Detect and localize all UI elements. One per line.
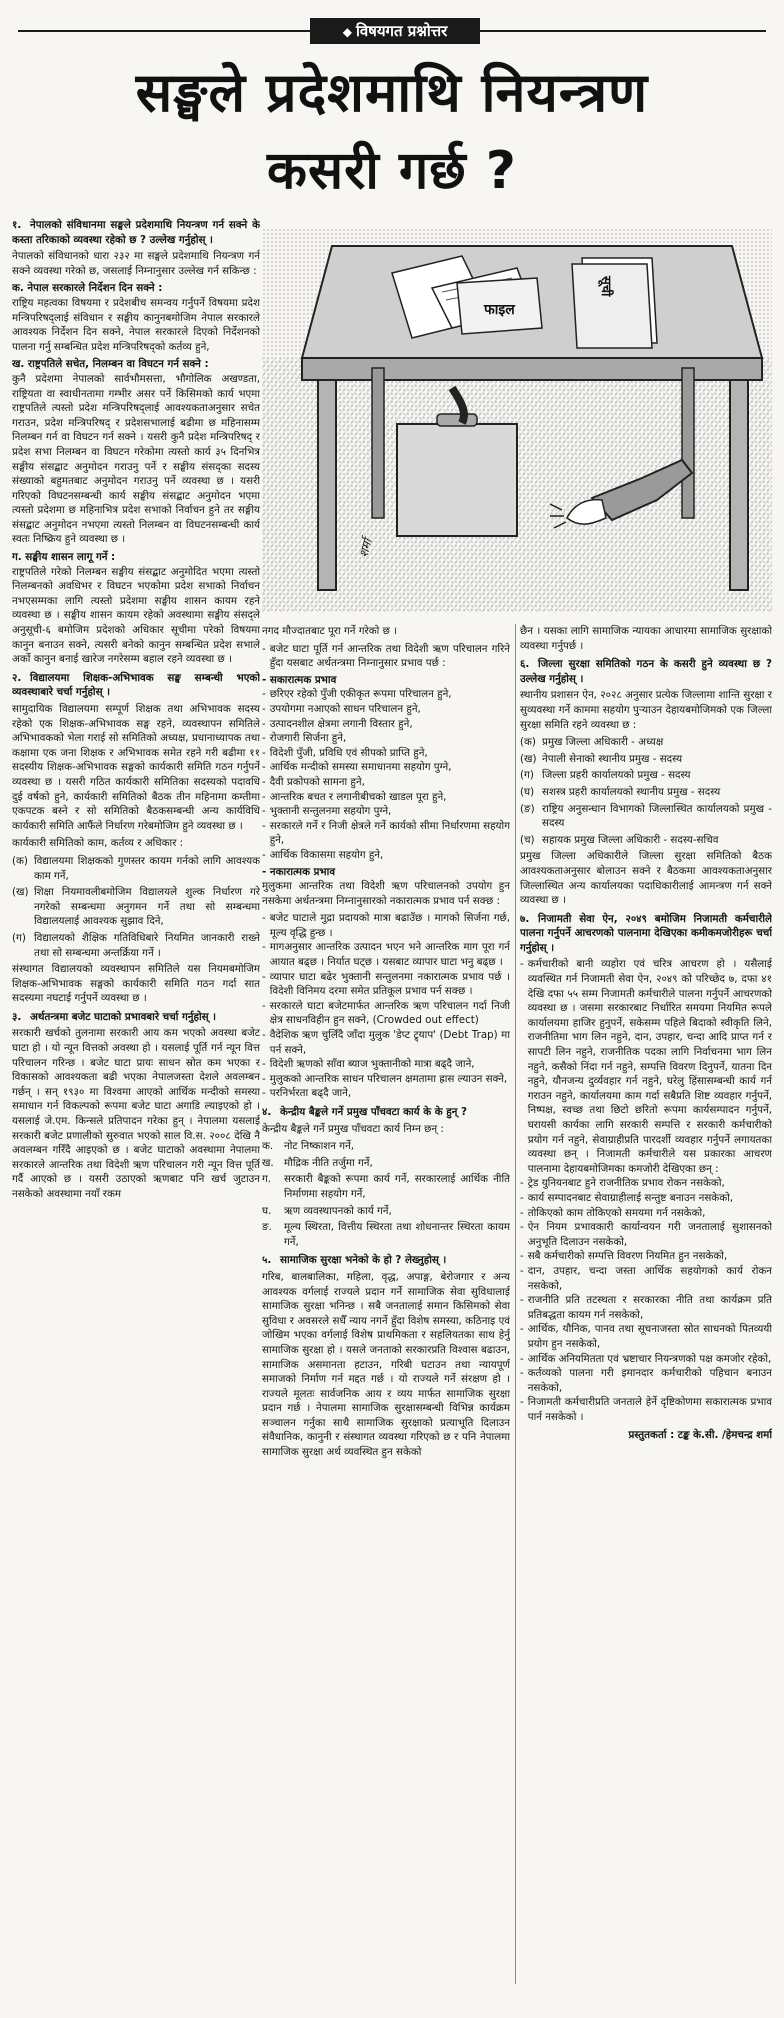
dash-text: - परनिर्भरता बढ्दै जाने, bbox=[269, 1087, 352, 1100]
question-text: अर्थतन्त्रमा बजेट घाटाको प्रभावबारे चर्चा गर्नुहोस् । bbox=[30, 1010, 217, 1023]
list-text: जिल्ला प्रहरी कार्यालयको प्रमुख - सदस्य bbox=[542, 769, 691, 782]
question-text: विद्यालयमा शिक्षक-अभिभावक सङ्घ सम्बन्धी भएको व्यवस्थाबारे चर्चा गर्नुहोस् । bbox=[12, 671, 260, 699]
dash-text: - बजेट घाटा पूर्ति गर्न आन्तरिक तथा विदेशी ऋण परिचालन गरिने हुँदा यसबाट अर्थतन्त्रमा निम्नानुसार प्रभाव पर्छ : bbox=[269, 642, 510, 670]
question-number: ५. bbox=[262, 1254, 272, 1267]
paragraph: छैन । यसका लागि सामाजिक न्यायका आधारमा सामाजिक सुरक्षाको व्यवस्था गर्नुपर्छ । bbox=[520, 625, 772, 652]
dash-item bbox=[520, 1176, 772, 1191]
subheading: क. नेपाल सरकारले निर्देशन दिन सक्ने : bbox=[12, 282, 163, 295]
dash-item bbox=[262, 819, 510, 848]
dash-text: - दैवी प्रकोपको सामना हुने, bbox=[269, 775, 365, 788]
file-label: फाइल bbox=[484, 302, 515, 318]
dash-text: - रोजगारी सिर्जना हुने, bbox=[269, 732, 347, 745]
list-item bbox=[262, 1220, 510, 1249]
list-marker: ङ. bbox=[262, 1221, 272, 1234]
list-marker: (क) bbox=[12, 854, 28, 867]
dash-item bbox=[520, 1322, 772, 1351]
question-text: निजामती सेवा ऐन, २०४९ बमोजिम निजामती कर्मचारीले पालना गर्नुपर्ने आचरणको पालनामा देखिएका कमीकमजोरीहरू चर्चा गर्नुहोस् । bbox=[520, 912, 772, 954]
section-kicker bbox=[310, 18, 480, 44]
list-label: सूची bbox=[598, 276, 613, 297]
section-kicker-label: विषयगत प्रश्नोत्तर bbox=[355, 22, 448, 40]
dash-item bbox=[262, 940, 510, 969]
dash-item bbox=[262, 775, 510, 790]
dash-item bbox=[262, 760, 510, 775]
dash-text: - राजनीति प्रति तटस्थता र सरकारका नीति तथा कार्यक्रम प्रति प्रतिबद्धता कायम गर्न नसकेको, bbox=[527, 1294, 772, 1321]
dash-text: - बजेट घाटाले मुद्रा प्रदायको मात्रा बढाउँछ । मागको सिर्जना गर्छ, मूल्य वृद्धि हुन्छ । bbox=[269, 912, 510, 939]
dash-item bbox=[262, 790, 510, 805]
dash-item bbox=[262, 1072, 510, 1087]
list-item bbox=[262, 1204, 510, 1219]
dash-text: - ट्रेड युनियनबाट हुने राजनीतिक प्रभाव रोकन नसकेको, bbox=[527, 1177, 725, 1190]
paragraph: गरिब, बालबालिका, महिला, वृद्ध, अपाङ्ग, बेरोजगार र अन्य आवश्यक वर्गलाई राज्यले प्रदान गर्ने सामाजिक सेवा सुविधालाई सामाजिक सुरक्षा भनिन्छ । सबै जनतालाई समान किसिमको सेवा सुविधा र अवसरले सधैँ न्याय नगर्ने हुँदा विशेष समस्या, कठिनाइ एवं जोखिम भएका वर्गलाई विशेष प्राथमिकता र सहलियतका साथ हेर्नु सामाजिक सुरक्षा हो । यसले जनताको सरकारप्रति विश्वास बढाउन, सामाजिक असमानता हटाउन, गरिबी घटाउन तथा न्यायपूर्ण समाजको निर्माण गर्न मद्दत गर्छ । यो राज्यले गर्ने संरक्षण हो । राज्यले मूलतः सार्वजनिक आय र व्यय मार्फत सामाजिक सुरक्षा प्रदान गर्छ । नेपालमा सामाजिक सुरक्षासम्बन्धी विभिन्न कार्यक्रम सञ्चालन गर्नुका साथै सामाजिक सुरक्षाको प्रत्याभूति दिलाउन संवैधानिक, कानुनी र संस्थागत व्यवस्था गरिएको छ र पनि नेपालमा सामाजिक सुरक्षा अर्थ व्यवस्थित हुन सकेको bbox=[262, 1270, 510, 1459]
dash-text: - कर्मचारीको बानी व्यहोरा एवं चरित्र आचरण हो । यसैलाई व्यवस्थित गर्न निजामती सेवा ऐन, २०४९ को परिच्छेद ७, दफा ४१ देखि दफा ५५ सम्म निजामती कर्मचारीले पालना गर्नुपर्ने आचरणको व्यवस्था छ । जसमा सरकारबाट निर्धारित समयमा नियमित रूपले कार्यालयमा हाजिर हुनुपर्ने, सकेसम्म पहिले बिदाको स्वीकृति लिने, राजनीतिमा भाग लिन नहुने, दान, उपहार, चन्दा आदि प्राप्त गर्न र सापटी लिन नहुने, राजनीतिक पदका लागि निर्वाचनमा भाग लिन नहुने, कसैको निंदा गर्न नहुने, सम्पत्ति विवरण दिनुपर्ने, यातना दिन नहुने, यौनजन्य दुर्व्यवहार गर्न नहुने, घरेलु हिंसासम्बन्धी कार्य गर्न गराउन नहुने, कार्यालयमा काम गर्दा सबैप्रति शिष्ट व्यवहार गर्नुपर्ने, निष्पक्ष, स्वच्छ तथा छिटो छरितो रूपमा कार्यसम्पादन गर्नुपर्ने, घरायसी कार्यका लागि सरकारी सम्पत्ति र सरकारी कर्मचारीको प्रयोग गर्न नहुने, सेवाग्राहीप्रति पारदर्शी व्यवहार गर्नुपर्ने लगायतका व्यवस्था छन् । निजामती कर्मचारीले यस प्रकारका आचरण पालनामा देहायबमोजिमका कमजोरी देखिएका छन् : bbox=[527, 958, 772, 1175]
dash-item bbox=[520, 957, 772, 1176]
dash-text: - आर्थिक, यौनिक, पानव तथा सूचनाजस्ता स्रोत साधनको पितव्ययी प्रयोग हुन नसकेको, bbox=[527, 1323, 772, 1350]
dash-item bbox=[520, 1352, 772, 1367]
list-item bbox=[520, 802, 772, 831]
column-3 bbox=[520, 624, 772, 1994]
paragraph: केन्द्रीय बैङ्कले गर्ने प्रमुख पाँचवटा कार्य निम्न छन् : bbox=[262, 1122, 444, 1135]
list-item bbox=[12, 931, 260, 960]
list-marker: क. bbox=[262, 1140, 274, 1153]
question-5 bbox=[262, 1253, 510, 1268]
dash-text: - विदेशी पुँजी, प्रविधि एवं सीपको प्राप्ति हुने, bbox=[269, 746, 428, 759]
dash-text: - आर्थिक अनियमितता एवं भ्रष्टाचार नियन्त्रणको पक्ष कमजोर रहेको, bbox=[527, 1352, 772, 1365]
list-item bbox=[262, 1172, 510, 1201]
dash-text: - सरकारले गर्ने र निजी क्षेत्रले गर्ने कार्यको सीमा निर्धारणमा सहयोग हुने, bbox=[269, 819, 510, 847]
subheading: ख. राष्ट्रपतिले सचेत, निलम्बन वा विघटन गर्न सक्ने : bbox=[12, 358, 209, 371]
list-text: मौद्रिक नीति तर्जुमा गर्ने, bbox=[284, 1156, 373, 1169]
dash-text: - उत्पादनशील क्षेत्रमा लगानी विस्तार हुने, bbox=[269, 717, 413, 730]
paragraph: राष्ट्रिय महत्वका विषयमा र प्रदेशबीच समन्वय गर्नुपर्ने विषयमा प्रदेश मन्त्रिपरिषद्लाई संविधान र सङ्घीय कानुनबमोजिम नेपाल सरकारले आवश्यक निर्देशन दिन सक्ने, नेपाल सरकारले दिएको निर्देशनको पालना गर्नु सम्बन्धित प्रदेश मन्त्रिपरिषद्को कर्तव्य हुने, bbox=[12, 296, 260, 353]
dash-item bbox=[262, 702, 510, 717]
list-marker: (ख) bbox=[520, 752, 537, 765]
paragraph: नेपालको संविधानको धारा २३२ मा सङ्घले प्रदेशमाथि नियन्त्रण गर्न सक्ने व्यवस्था गरेको छ, जसलाई निम्नानुसार उल्लेख गर्न सकिन्छ : bbox=[12, 250, 260, 277]
cartoonist-signature: शर्मा bbox=[356, 537, 375, 559]
dash-item bbox=[520, 1366, 772, 1395]
list-text: मूल्य स्थिरता, वित्तीय स्थिरता तथा शोधनान्तर स्थिरता कायम गर्ने, bbox=[284, 1221, 510, 1248]
list-text: विद्यालयको शैक्षिक गतिविधिबारे नियमित जानकारी राख्ने तथा सो सम्बन्धमा अन्तर्क्रिया गर्ने । bbox=[34, 931, 260, 959]
question-number: १. bbox=[12, 219, 22, 231]
list-marker: (ङ) bbox=[520, 802, 535, 815]
question-2 bbox=[12, 671, 260, 700]
dash-item bbox=[520, 1191, 772, 1206]
dash-text: - विदेशी ऋणको साँवा ब्याज भुक्तानीको मात्रा बढ्दै जाने, bbox=[269, 1058, 475, 1071]
dash-item bbox=[262, 804, 510, 819]
question-4 bbox=[262, 1105, 510, 1120]
list-item bbox=[520, 735, 772, 750]
list-marker: घ. bbox=[262, 1204, 272, 1217]
list-text: सहायक प्रमुख जिल्ला अधिकारी - सदस्य-सचिव bbox=[542, 833, 719, 846]
question-number: २. bbox=[12, 671, 22, 684]
dash-text: - भुक्तानी सन्तुलनमा सहयोग पुग्ने, bbox=[269, 805, 392, 818]
list-text: सरकारी बैङ्कको रूपमा कार्य गर्ने, सरकारलाई आर्थिक नीति निर्माणमा सहयोग गर्ने, bbox=[284, 1173, 510, 1200]
dash-text: - ऐन नियम प्रभावकारी कार्यान्वयन गरी जनतालाई सुशासनको अनुभूति दिलाउन नसकेको, bbox=[527, 1221, 772, 1248]
list-text: नोट निष्काशन गर्ने, bbox=[284, 1140, 355, 1153]
list-text: राष्ट्रिय अनुसन्धान विभागको जिल्लास्थित कार्यालयको प्रमुख - सदस्य bbox=[542, 802, 772, 830]
dash-item bbox=[520, 1206, 772, 1221]
subheading: - नकारात्मक प्रभाव bbox=[262, 865, 336, 878]
subheading: - सकारात्मक प्रभाव bbox=[262, 673, 337, 686]
list-marker: (क) bbox=[520, 736, 536, 749]
list-text: प्रमुख जिल्ला अधिकारी - अध्यक्ष bbox=[542, 736, 664, 749]
list-marker: (च) bbox=[520, 833, 535, 846]
paragraph: सामुदायिक विद्यालयमा सम्पूर्ण शिक्षक तथा अभिभावक सदस्य रहेको एक शिक्षक-अभिभावक सङ्घ रहने, व्यवस्थापन समितिले अभिभावकको भेला गराई सो समितिको अध्यक्ष, प्रधानाध्यापक तथा कक्षामा एक जना शिक्षक र अभिभावक समेत रहने गरी बढीमा ११ सदस्यीय शिक्षक-अभिभावक सङ्घको कार्यकारी समिति गठन गर्नुपर्ने व्यवस्था छ । यसरी गठित कार्यकारी समितिका सदस्यको पदावधि दुई वर्षको हुने, कार्यकारी समितिको बैठक तीन महिनामा कम्तीमा एकपटक बस्ने र सो समितिको बैठकसम्बन्धी अन्य कार्यविधि कार्यकारी समिति आफैंले निर्धारण गरेबमोजिम हुने व्यवस्था छ । bbox=[12, 703, 260, 832]
question-7 bbox=[520, 912, 772, 956]
list-marker: ग. bbox=[262, 1173, 272, 1186]
list-marker: (घ) bbox=[520, 785, 535, 798]
dash-item bbox=[262, 1086, 510, 1101]
list-item bbox=[520, 752, 772, 767]
question-number: ३. bbox=[12, 1010, 22, 1023]
list-marker: (ख) bbox=[12, 886, 29, 899]
list-item bbox=[520, 768, 772, 783]
list-item bbox=[262, 1156, 510, 1171]
dash-text: - मागअनुसार आन्तरिक उत्पादन भएन भने आन्तरिक माग पूरा गर्न आयात बढ्छ । निर्यात घट्छ । यसबाट व्यापार घाटा भनु बढ्छ । bbox=[269, 941, 510, 969]
paragraph: स्थानीय प्रशासन ऐन, २०२८ अनुसार प्रत्येक जिल्लामा शान्ति सुरक्षा र सुव्यवस्था गर्ने काममा सहयोग पुर्‍याउन देहायबमोजिमको एक जिल्ला सुरक्षा समिति रहने व्यवस्था छ : bbox=[520, 689, 772, 731]
dash-item bbox=[262, 848, 510, 863]
dash-item bbox=[520, 1264, 772, 1293]
dash-item bbox=[262, 746, 510, 761]
dash-item bbox=[520, 1395, 772, 1424]
dash-text: - दान, उपहार, चन्दा जस्ता आर्थिक सहयोगको कार्य रोकन नसकेको, bbox=[527, 1264, 772, 1292]
question-text: जिल्ला सुरक्षा समितिको गठन के कसरी हुने व्यवस्था छ ? उल्लेख गर्नुहोस् । bbox=[520, 658, 772, 685]
dash-text: - मुलुकको आन्तरिक साधन परिचालन क्षमतामा ह्रास ल्याउन सक्ने, bbox=[269, 1072, 508, 1085]
diamond-icon: ◆ bbox=[342, 25, 352, 39]
list-text: शिक्षा नियमावलीबमोजिम विद्यालयले शुल्क निर्धारण गरे नगरेको सम्बन्धमा अनुगमन गर्ने तथा सो सम्बन्धमा विद्यालयलाई आवश्यक सुझाव दिने, bbox=[34, 886, 260, 928]
column-2 bbox=[262, 624, 510, 1994]
dash-item bbox=[520, 1249, 772, 1264]
paragraph: मुलुकमा आन्तरिक तथा विदेशी ऋण परिचालनको उपयोग हुन नसकेमा अर्थतन्त्रमा निम्नानुसारको नकारात्मक प्रभाव पर्न सक्छ : bbox=[262, 880, 510, 907]
question-number: ६. bbox=[520, 658, 530, 671]
list-text: नेपाली सेनाको स्थानीय प्रमुख - सदस्य bbox=[542, 752, 683, 765]
question-6 bbox=[520, 657, 772, 686]
list-text: सशस्त्र प्रहरी कार्यालयको स्थानीय प्रमुख - सदस्य bbox=[542, 785, 721, 798]
cartoon-illustration bbox=[262, 228, 772, 612]
dash-text: - वैदेशिक ऋण चुलिँदै जाँदा मुलुक 'डेप्ट ट्र्याप' (Debt Trap) मा पर्न सक्ने, bbox=[269, 1029, 510, 1056]
dash-item bbox=[520, 1220, 772, 1249]
dash-text: - कर्तव्यको पालना गरी इमानदार कर्मचारीको पहिचान बनाउन नसकेको, bbox=[527, 1367, 772, 1394]
dash-text: - छरिएर रहेको पुँजी एकीकृत रूपमा परिचालन हुने, bbox=[269, 688, 452, 701]
column-divider bbox=[515, 624, 516, 1984]
paragraph: सरकारी खर्चको तुलनामा सरकारी आय कम भएको अवस्था बजेट घाटा हो । यो न्यून वित्तको अवस्था हो । यसलाई पूर्ति गर्न न्यून वित्त परिचालन गरिन्छ । बजेट घाटा प्रायः साधन स्रोत कम भएका र विकासको आवश्यकता बढी भएका नेपालजस्ता देशले अवलम्बन गर्छन् । सन् १९३० मा विश्वमा आएको आर्थिक मन्दीको समस्या समाधान गर्न विकल्पको रूपमा बजेट घाटा अगाडि ल्याइएको हो । यसलाई जे.एम. किन्सले प्रतिपादन गरेका हुन् । नेपालमा यसलाई सरकारी बजेट प्रणालीको सुरुवात भएको साल वि.स. २००८ देखि नै अवलम्बन गरिँदै आइएको छ । बजेट घाटाको अवस्थामा नेपालमा सरकारले आन्तरिक तथा विदेशी ऋण परिचालन गरी न्यून वित्त पूर्ति गर्दै आएको छ । यसरी उठाएको ऋणबाट पनि खर्च जुटाउन नसकेको अवस्थामा नयाँ रकम bbox=[12, 1027, 260, 1200]
question-number: ४. bbox=[262, 1106, 272, 1118]
question-number: ७. bbox=[520, 912, 530, 925]
paragraph: कार्यकारी समितिको काम, कर्तव्य र अधिकार : bbox=[12, 837, 184, 850]
paragraph: नगद मौज्दातबाट पूरा गर्ने गरेको छ । bbox=[262, 625, 398, 637]
subheading: ग. सङ्घीय शासन लागू गर्ने : bbox=[12, 551, 116, 564]
dash-text: - उपयोगमा नआएको साधन परिचालन हुने, bbox=[269, 702, 421, 715]
question-text: केन्द्रीय बैङ्कले गर्ने प्रमुख पाँचवटा कार्य के के हुन् ? bbox=[280, 1106, 467, 1118]
dash-item bbox=[262, 1028, 510, 1057]
author-credit: प्रस्तुतकर्ता : टङ्क के.सी. /हेमचन्द्र शर्मा bbox=[628, 1429, 772, 1442]
paragraph: प्रमुख जिल्ला अधिकारीले जिल्ला सुरक्षा समितिको बैठक आवश्यकताअनुसार बोलाउन सक्ने र बैठकमा आवश्यकताअनुसार जिल्लास्थित अन्य कार्यालयका पदाधिकारीलाई आमन्त्रण गर्न सक्ने व्यवस्था छ । bbox=[520, 850, 772, 907]
column-1 bbox=[12, 214, 260, 1994]
list-text: ऋण व्यवस्थापनको कार्य गर्ने, bbox=[284, 1204, 392, 1217]
dash-text: - कार्य सम्पादनबाट सेवाग्राहीलाई सन्तुष्ट बनाउन नसकेको, bbox=[527, 1191, 734, 1204]
paragraph: कुनै प्रदेशमा नेपालको सार्वभौमसत्ता, भौगोलिक अखण्डता, राष्ट्रियता वा स्वाधीनतामा गम्भीर असर पर्ने किसिमको कार्य भएमा राष्ट्रपतिले त्यस्तो प्रदेश मन्त्रिपरिषद्लाई आवश्यकताअनुसार सचेत गराउन, प्रदेश मन्त्रिपरिषद् र प्रदेशसभालाई बढीमा छ महिनासम्म निलम्बन गर्न वा विघटन गर्न सक्ने । यसरी कुनै प्रदेश मन्त्रिपरिषद् र प्रदेश सभा निलम्बन वा विघटन गरेकोमा त्यस्तो कार्य ३५ दिनभित्र सङ्घीय संसद्बाट अनुमोदन गराउनु पर्ने र सङ्घीय संसद्का सदस्य संख्याको बहुमतबाट अनुमोदन गराउनु पर्ने व्यवस्था छ । यसरी गरिएको विघटनसम्बन्धी कार्य सङ्घीय संसद्बाट अनुमोदन भएमा त्यस्तो प्रदेशमा छ महिनाभित्र प्रदेश सभाको निर्वाचन हुने तर सङ्घीय संसद्बाट अनुमोदन नभएमा त्यस्तो निलम्बन वा विघटनसम्बन्धी कार्य स्वतः निष्क्रिय हुने व्यवस्था छ । bbox=[12, 372, 260, 546]
list-item bbox=[520, 833, 772, 848]
question-text: नेपालको संविधानमा सङ्घले प्रदेशमाथि नियन्त्रण गर्न सक्ने के कस्ता तरिकाको व्यवस्था रहेको छ ? उल्लेख गर्नुहोस् । bbox=[12, 219, 260, 246]
dash-text: - निजामती कर्मचारीप्रति जनताले हेर्ने दृष्टिकोणमा सकारात्मक प्रभाव पार्न नसकेको । bbox=[527, 1396, 772, 1423]
paragraph: राष्ट्रपतिले गरेको निलम्बन सङ्घीय संसद्बाट अनुमोदित भएमा त्यस्तो निलम्बनको अवधिभर र विघटन भएकोमा प्रदेश सभाको निर्वाचन नभएसम्मका लागि त्यस्तो प्रदेशमा सङ्घीय शासन कायम रहने व्यवस्था छ । सङ्घीय शासन कायम रहेको अवस्थामा सङ्घीय संसद्ले अनुसूची-६ बमोजिम प्रदेशको अधिकार सूचीमा परेको विषयमा कानुन बनाउन सक्ने, त्यसरी बनेको कानुन सम्बन्धित प्रदेश सभाले अर्को कानुन बनाई खारेज नगरेसम्म बहाल रहने व्यवस्था छ । bbox=[12, 565, 260, 666]
question-3 bbox=[12, 1010, 260, 1025]
headline-line-2: कसरी गर्छ ? bbox=[267, 141, 517, 201]
paragraph: संस्थागत विद्यालयको व्यवस्थापन समितिले यस नियमबमोजिम शिक्षक-अभिभावक सङ्घको कार्यकारी समिति गठन गर्दा सात सदस्यमा नघटाई गर्नुपर्ने व्यवस्था छ । bbox=[12, 963, 260, 1005]
dash-text: - सबै कर्मचारीको सम्पत्ति विवरण नियमित हुन नसकेको, bbox=[527, 1250, 728, 1263]
question-1 bbox=[12, 218, 260, 247]
dash-text: - तोकिएको काम तोकिएको समयमा गर्न नसकेको, bbox=[527, 1206, 706, 1219]
dash-item bbox=[262, 970, 510, 999]
list-marker: (ग) bbox=[12, 931, 26, 944]
list-item bbox=[12, 854, 260, 883]
list-item bbox=[12, 885, 260, 929]
question-text: सामाजिक सुरक्षा भनेको के हो ? लेख्नुहोस् । bbox=[280, 1254, 447, 1267]
list-marker: ख. bbox=[262, 1156, 274, 1169]
dash-item bbox=[520, 1293, 772, 1322]
dash-text: - सरकारले घाटा बजेटमार्फत आन्तरिक ऋण परिचालन गर्दा निजी क्षेत्र साधनविहीन हुन सक्ने, (Crowded out effect) bbox=[269, 999, 510, 1027]
list-marker: (ग) bbox=[520, 769, 534, 782]
dash-item bbox=[262, 1057, 510, 1072]
dash-item bbox=[262, 717, 510, 732]
dash-item bbox=[262, 731, 510, 746]
dash-item bbox=[262, 911, 510, 940]
dash-text: - आन्तरिक बचत र लगानीबीचको खाडल पूरा हुने, bbox=[269, 790, 447, 803]
list-item bbox=[262, 1139, 510, 1154]
headline-line-1: सङ्घले प्रदेशमाथि नियन्त्रण bbox=[135, 61, 649, 124]
dash-text: - आर्थिक मन्दीको समस्या समाधानमा सहयोग पुग्ने, bbox=[269, 761, 452, 774]
list-text: विद्यालयमा शिक्षकको गुणस्तर कायम गर्नको लागि आवश्यक काम गर्ने, bbox=[34, 854, 260, 882]
dash-item bbox=[262, 687, 510, 702]
dash-text: - व्यापार घाटा बढेर भुक्तानी सन्तुलनमा नकारात्मक प्रभाव पर्छ । विदेशी विनिमय दरमा समेत प्रतिकूल प्रभाव पर्न सक्छ । bbox=[269, 970, 510, 998]
list-item bbox=[520, 785, 772, 800]
dash-item bbox=[262, 642, 510, 671]
dash-item bbox=[262, 999, 510, 1028]
dash-text: - आर्थिक विकासमा सहयोग हुने, bbox=[269, 848, 384, 861]
